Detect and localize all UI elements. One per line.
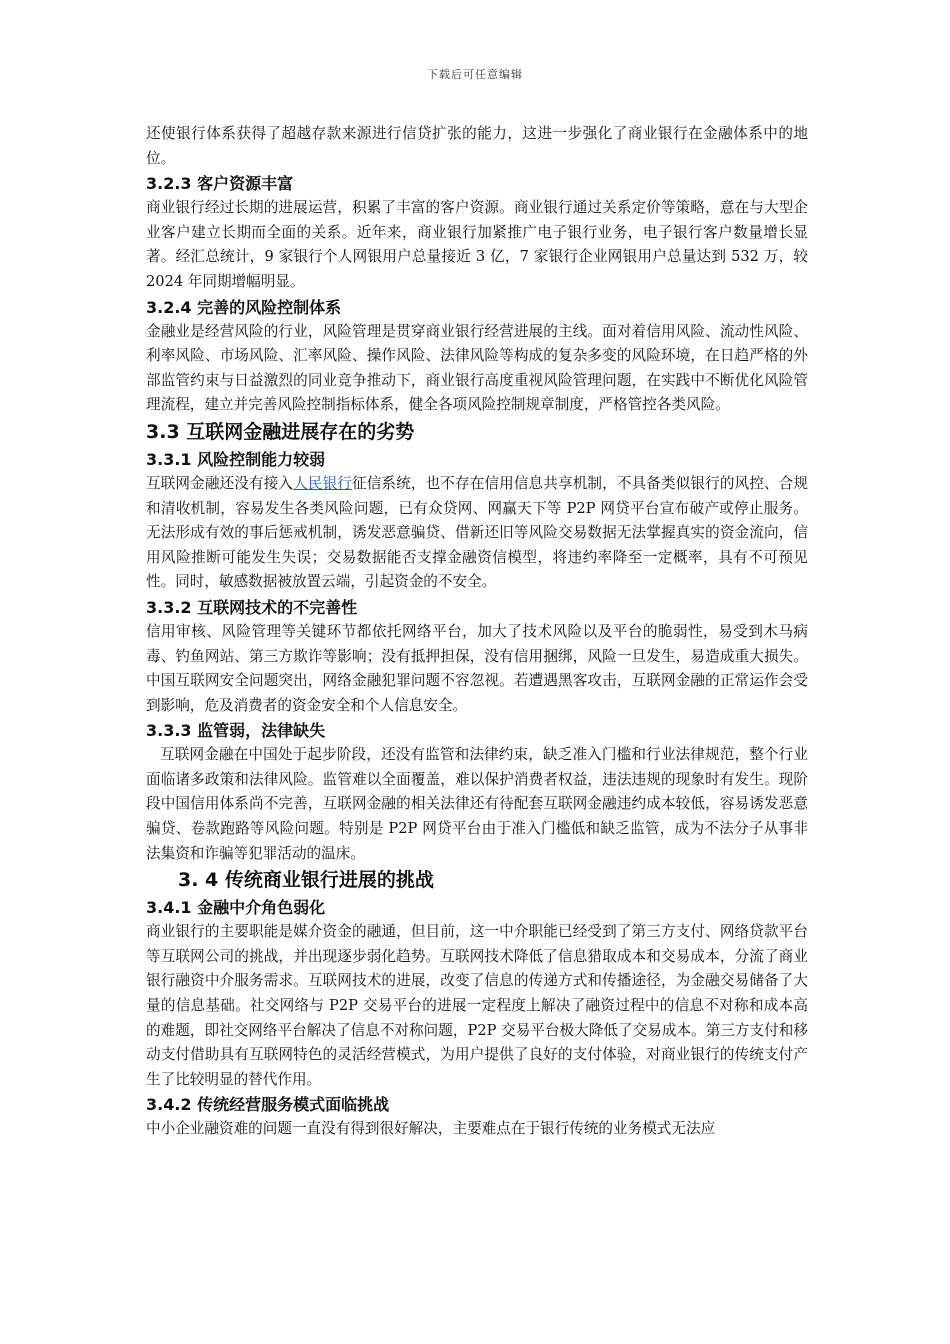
page-header: 下载后可任意编辑 [427, 68, 523, 81]
people-bank-link[interactable]: 人民银行 [293, 474, 352, 492]
paragraph-intro: 还使银行体系获得了超越存款来源进行信贷扩张的能力，这进一步强化了商业银行在金融体系中的地位。 [146, 125, 808, 167]
heading-3-3-1: 3.3.1 风险控制能力较弱 [146, 449, 326, 469]
paragraph-3-3-1 [146, 472, 808, 595]
paragraph-3-2-3: 商业银行经过长期的进展运营，积累了丰富的客户资源。商业银行通过关系定价等策略，意在与大型企业客户建立长期而全面的关系。近年来，商业银行加紧推广电子银行业务，电子银行客户数量增长显著。经汇总统计，9 家银行个人网银用户总量接近 3 亿，7 家银行企业网银用户总量达到 532 万，较 2024 年同期增幅明显。 [146, 199, 808, 290]
heading-3-2-3: 3.2.3 客户资源丰富 [146, 174, 294, 194]
heading-3-4-1: 3.4.1 金融中介角色弱化 [146, 898, 326, 918]
heading-3-3: 3.3 互联网金融进展存在的劣势 [146, 420, 415, 443]
paragraph-3-3-2: 信用审核、风险管理等关键环节都依托网络平台，加大了技术风险以及平台的脆弱性，易受到木马病毒、钓鱼网站、第三方欺诈等影响；没有抵押担保，没有信用捆绑，风险一旦发生，易造成重大损失。中国互联网安全问题突出，网络金融犯罪问题不容忽视。若遭遇黑客攻击，互联网金融的正常运作会受到影响，危及消费者的资金安全和个人信息安全。 [146, 622, 808, 714]
paragraph-3-4-2: 中小企业融资难的问题一直没有得到很好解决，主要难点在于银行传统的业务模式无法应 [146, 1120, 716, 1138]
paragraph-3-3-1-post: 征信系统，也不存在信用信息共享机制，不具备类似银行的风控、合规和清收机制，容易发生各类风险问题，已有众贷网、网赢天下等 P2P 网贷平台宣布破产或停止服务。无法形成有效的事后惩戒机制，诱发恶意骗贷、借新还旧等风险交易数据无法掌握真实的资金流向，信用风险推断可能发生失误；交易数据能否支撑金融资信模型，将违约率降至一定概率，具有不可预见性。同时，敏感数据被放置云端，引起资金的不安全。 [146, 474, 808, 591]
paragraph-3-3-3: 互联网金融在中国处于起步阶段，还没有监管和法律约束，缺乏准入门槛和行业法律规范，整个行业面临诸多政策和法律风险。监管难以全面覆盖，难以保护消费者权益，违法违规的现象时有发生。现阶段中国信用体系尚不完善，互联网金融的相关法律还有待配套互联网金融违约成本较低，容易诱发恶意骗贷、卷款跑路等风险问题。特别是 P2P 网贷平台由于准入门槛低和缺乏监管，成为不法分子从事非法集资和诈骗等犯罪活动的温床。 [146, 746, 808, 862]
paragraph-3-4-1: 商业银行的主要职能是媒介资金的融通，但目前，这一中介职能已经受到了第三方支付、网络贷款平台等互联网公司的挑战，并出现逐步弱化趋势。互联网技术降低了信息猎取成本和交易成本，分流了商业银行融资中介服务需求。互联网技术的进展，改变了信息的传递方式和传播途径，为金融交易储备了大量的信息基础。社交网络与 P2P 交易平台的进展一定程度上解决了融资过程中的信息不对称和成本高的难题，即社交网络平台解决了信息不对称问题，P2P 交易平台极大降低了交易成本。第三方支付和移动支付借助具有互联网特色的灵活经营模式，为用户提供了良好的支付体验，对商业银行的传统支付产生了比较明显的替代作用。 [146, 923, 808, 1088]
paragraph-3-3-1-pre: 互联网金融还没有接入 [146, 474, 294, 492]
heading-3-4-2: 3.4.2 传统经营服务模式面临挑战 [146, 1095, 390, 1115]
heading-3-2-4: 3.2.4 完善的风险控制体系 [146, 297, 342, 317]
heading-3-4: 3. 4 传统商业银行进展的挑战 [178, 869, 434, 892]
document-body [146, 122, 808, 1142]
heading-3-3-2: 3.3.2 互联网技术的不完善性 [146, 597, 358, 617]
paragraph-3-2-4: 金融业是经营风险的行业，风险管理是贯穿商业银行经营进展的主线。面对着信用风险、流动性风险、利率风险、市场风险、汇率风险、操作风险、法律风险等构成的复杂多变的风险环境，在日趋严格的外部监管约束与日益激烈的同业竞争推动下，商业银行高度重视风险管理问题，在实践中不断优化风险管理流程，建立并完善风险控制指标体系，健全各项风险控制规章制度，严格管控各类风险。 [146, 322, 808, 414]
heading-3-3-3: 3.3.3 监管弱，法律缺失 [146, 721, 326, 741]
